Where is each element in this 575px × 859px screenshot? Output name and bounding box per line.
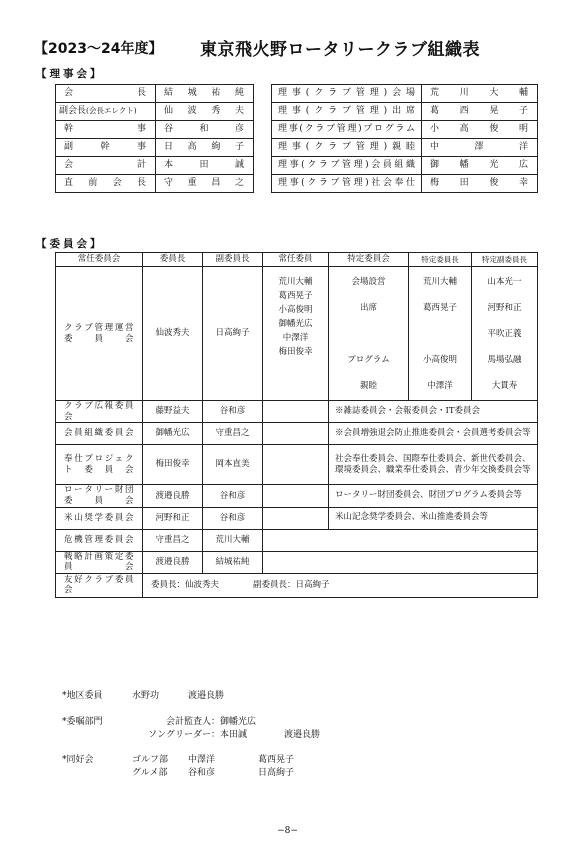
committee-table (55, 252, 538, 598)
special-vice-name: 河野和正 (487, 302, 522, 313)
committee-header-row (56, 253, 538, 267)
committee-chair: 御幡光広 (143, 423, 203, 445)
special-chair-name: 小高俊明 (422, 354, 457, 365)
committee-name: 会員組織委員会 (56, 423, 143, 445)
songleader-name-1: 本田誠 (220, 730, 248, 740)
officer-name: 仙波秀夫 (156, 103, 254, 121)
special-vice-name: 山本光一 (487, 276, 522, 287)
auditor-role: 会計監査人： (165, 717, 220, 727)
committee-name: ロータリー財団委員会 (56, 485, 143, 507)
committee-note: ※雑誌委員会・会報委員会・IT委員会 (329, 401, 538, 423)
officer-role-note: (会長エレクト) (86, 105, 137, 115)
special-chair-name: 葛西晃子 (422, 302, 457, 313)
committee-vice: 谷和彦 (203, 401, 263, 423)
special-chair-name: 荒川大輔 (422, 276, 457, 287)
committee-row (56, 507, 538, 529)
club-admin-row (56, 267, 538, 401)
director-name: 小高俊明 (422, 121, 538, 139)
director-role: 理事(クラブ管理)会場 (272, 85, 422, 103)
officer-row (56, 121, 254, 139)
director-name: 中澤洋 (422, 139, 538, 157)
page-title: 東京飛火野ロータリークラブ組織表 (200, 40, 480, 60)
committee-note: ※会員増強退会防止推進委員会・会員選考委員会等 (329, 423, 538, 445)
club-admin-name: クラブ管理運営委員会 (56, 267, 143, 401)
officer-role-cell: 直前会長 (56, 175, 156, 193)
committee-vice: 荒川大輔 (203, 529, 263, 551)
friendship-row (56, 573, 538, 597)
advisory-label: *委嘱部門 (62, 717, 103, 727)
board-directors-table (271, 84, 538, 193)
committee-name: 危機管理委員会 (56, 529, 143, 551)
committee-header-cell: 委員長 (143, 253, 203, 267)
golf-name-1: 中澤洋 (188, 755, 216, 765)
director-row (272, 103, 538, 121)
district-label: *地区委員 (62, 691, 103, 701)
committee-chair: 梅田俊幸 (143, 445, 203, 485)
officer-name: 本田誠 (156, 157, 254, 175)
director-row (272, 121, 538, 139)
committee-row (56, 401, 538, 423)
committee-name: 戦略計画策定委員会 (56, 551, 143, 573)
officer-row (56, 103, 254, 121)
standing-member: 葛西晃子 (278, 290, 313, 301)
committee-row (56, 423, 538, 445)
committee-chair: 藤野益夫 (143, 401, 203, 423)
special-committee-name: 会場設営 (351, 276, 386, 287)
officer-role-cell: 会計 (56, 157, 156, 175)
director-role: 理事(クラブ管理)会員組織 (272, 157, 422, 175)
committee-chair: 河野和正 (143, 507, 203, 529)
committee-vice: 岡本直美 (203, 445, 263, 485)
club-admin-members (263, 267, 329, 401)
committee-note: 社会奉仕委員会、国際奉仕委員会、新世代委員会、環境委員会、職業奉仕委員会、青少年交換委員会等 (329, 445, 538, 485)
officer-name: 守重昌之 (156, 175, 254, 193)
officer-role-cell (56, 103, 156, 121)
special-vice-chairs (472, 267, 538, 401)
page-number: −8− (277, 826, 298, 836)
committee-chair: 渡邉良勝 (143, 485, 203, 507)
club-activities-note (62, 754, 294, 780)
committee-blank (263, 423, 329, 445)
officer-row (56, 157, 254, 175)
committee-header-cell: 常任委員 (263, 253, 329, 267)
special-vice-name: 馬場弘融 (487, 354, 522, 365)
special-vice-name: 大貫寿 (491, 380, 518, 391)
officer-row (56, 139, 254, 157)
district-note (62, 690, 224, 703)
gourmet-club: グルメ部 (132, 768, 168, 778)
committee-section-heading: 【委員会】 (36, 238, 104, 250)
standing-member: 御幡光広 (278, 318, 313, 329)
standing-member: 小高俊明 (278, 304, 313, 315)
gourmet-name-1: 谷和彦 (188, 768, 216, 778)
club-admin-vice: 日高絢子 (203, 267, 263, 401)
director-row (272, 157, 538, 175)
auditor-name: 御幡光広 (220, 717, 257, 727)
special-committee-name: 出席 (359, 302, 377, 313)
gourmet-name-2: 日高絢子 (258, 768, 295, 778)
committee-name: 奉仕プロジェクト委員会 (56, 445, 143, 485)
committee-header-cell: 特定委員会 (329, 253, 409, 267)
friendship-officers (143, 573, 538, 597)
officer-name: 結城祐純 (156, 85, 254, 103)
director-role: 理事(クラブ管理)社会奉仕 (272, 175, 422, 193)
officer-role: 副会長 (59, 105, 87, 116)
year-label: 【2023〜24年度】 (34, 41, 163, 57)
director-name: 荒川大輔 (422, 85, 538, 103)
committee-blank (263, 529, 538, 551)
committee-chair: 守重昌之 (143, 529, 203, 551)
director-name: 葛西晃子 (422, 103, 538, 121)
officer-name: 谷和彦 (156, 121, 254, 139)
director-name: 梅田俊幸 (422, 175, 538, 193)
committee-header-cell: 常任委員会 (56, 253, 143, 267)
standing-member: 梅田俊幸 (278, 346, 313, 357)
committee-vice: 結城祐純 (203, 551, 263, 573)
director-role: 理事(クラブ管理)出席 (272, 103, 422, 121)
special-vice-name: 平吹正義 (487, 328, 522, 339)
committee-chair: 渡邉良勝 (143, 551, 203, 573)
director-role: 理事(クラブ管理)プログラム (272, 121, 422, 139)
committee-name: クラブ広報委員会 (56, 401, 143, 423)
club-admin-chair: 仙波秀夫 (143, 267, 203, 401)
advisory-note (62, 716, 320, 742)
committee-row (56, 551, 538, 573)
director-row (272, 85, 538, 103)
committee-header-cell: 特定委員長 (409, 253, 472, 267)
special-committee-name: 親睦 (359, 380, 377, 391)
committee-blank (263, 551, 538, 573)
district-name-2: 渡邉良勝 (188, 691, 225, 701)
golf-name-2: 葛西晃子 (258, 755, 295, 765)
officer-role-cell: 幹事 (56, 121, 156, 139)
district-name-1: 水野功 (132, 691, 160, 701)
songleader-role: ソングリーダー： (148, 730, 220, 740)
officer-role-cell: 副幹事 (56, 139, 156, 157)
special-chair-name: 中澤洋 (427, 380, 453, 391)
director-role: 理事(クラブ管理)親睦 (272, 139, 422, 157)
friendship-vice: 副委員長：日高絢子 (253, 579, 330, 590)
committee-blank (263, 401, 329, 423)
board-officers-table (55, 84, 254, 193)
special-committees (329, 267, 409, 401)
committee-blank (263, 445, 329, 485)
committee-row (56, 445, 538, 485)
director-row (272, 175, 538, 193)
standing-member: 中澤洋 (282, 332, 309, 343)
standing-member: 荒川大輔 (278, 276, 313, 287)
officer-name: 日高絢子 (156, 139, 254, 157)
committee-row (56, 485, 538, 507)
committee-vice: 谷和彦 (203, 507, 263, 529)
committee-blank (263, 507, 329, 529)
committee-name: 米山奨学委員会 (56, 507, 143, 529)
officer-role-cell: 会長 (56, 85, 156, 103)
committee-vice: 谷和彦 (203, 485, 263, 507)
special-committee-name (331, 327, 406, 341)
committee-note: ロータリー財団委員会、財団プログラム委員会等 (329, 485, 538, 507)
board-section-heading: 【理事会】 (36, 68, 104, 80)
committee-header-cell: 特定副委員長 (472, 253, 538, 267)
songleader-name-2: 渡邉良勝 (284, 730, 321, 740)
clubs-label: *同好会 (62, 755, 94, 765)
committee-header-cell: 副委員長 (203, 253, 263, 267)
director-name: 御幡光広 (422, 157, 538, 175)
friendship-chair: 委員長：仙波秀夫 (151, 579, 220, 590)
committee-vice: 守重昌之 (203, 423, 263, 445)
committee-note: 米山記念奨学委員会、米山推進委員会等 (329, 507, 538, 529)
golf-club: ゴルフ部 (132, 755, 169, 765)
special-chair-name (411, 327, 469, 341)
committee-blank (263, 485, 329, 507)
friendship-name: 友好クラブ委員会 (56, 573, 143, 597)
officer-row (56, 175, 254, 193)
special-chairs (409, 267, 472, 401)
committee-row (56, 529, 538, 551)
special-committee-name: プログラム (347, 354, 390, 365)
officer-row (56, 85, 254, 103)
director-row (272, 139, 538, 157)
